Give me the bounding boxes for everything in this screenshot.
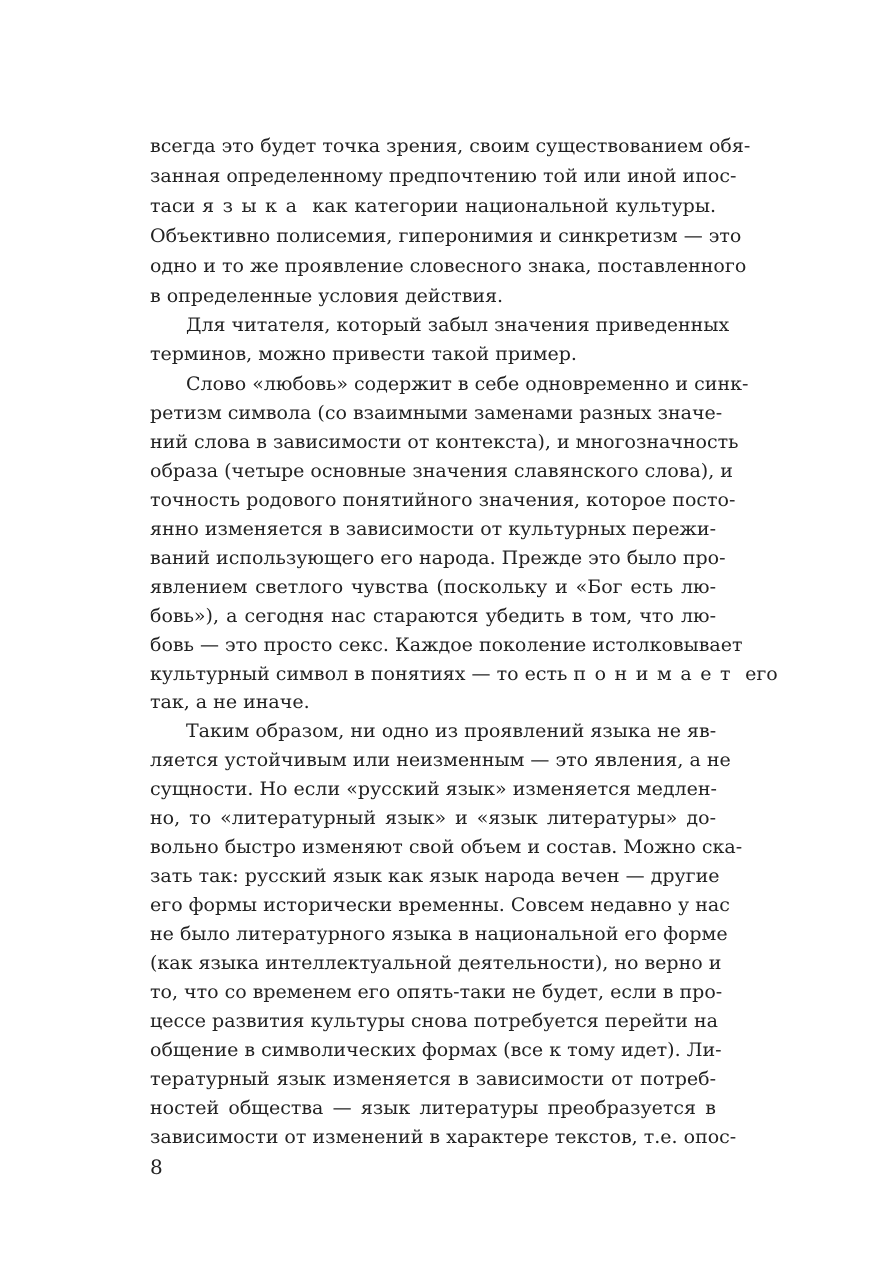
text-line: ваний использующего его народа. Прежде это было про-: [150, 547, 726, 569]
page-number: 8: [150, 1155, 163, 1179]
text-line: вольно быстро изменяют свой объем и состав. Можно ска-: [150, 836, 743, 858]
text-line: но, то «литературный язык» и «язык литературы» до-: [150, 807, 716, 829]
text-line: Для читателя, который забыл значения приведенных: [186, 314, 730, 336]
text-line: точность родового понятийного значения, которое посто-: [150, 489, 736, 511]
text-line: явлением светлого чувства (поскольку и «Бог есть лю-: [150, 576, 716, 598]
text-line: бовь»), а сегодня нас стараются убедить в том, что лю-: [150, 605, 716, 627]
text-line: зать так: русский язык как язык народа вечен — другие: [150, 865, 720, 887]
text-line: (как языка интеллектуальной деятельности), но верно и: [150, 952, 722, 974]
text-line: янно изменяется в зависимости от культурных пережи-: [150, 518, 716, 540]
emphasized-word: понимает: [573, 663, 740, 685]
text-line: ностей общества — язык литературы преобразуется в: [150, 1097, 716, 1119]
text-line: ретизм символа (со взаимными заменами разных значе-: [150, 402, 723, 424]
text-line: Таким образом, ни одно из проявлений языка не яв-: [186, 720, 717, 742]
text-line: Объективно полисемия, гиперонимия и синкретизм — это: [150, 225, 742, 247]
text-line: его формы исторически временны. Совсем недавно у нас: [150, 894, 730, 916]
text-line: образа (четыре основные значения славянского слова), и: [150, 460, 733, 482]
text-line: Слово «любовь» содержит в себе одновременно и синк-: [186, 373, 749, 395]
text-line: сущности. Но если «русский язык» изменяется медлен-: [150, 778, 717, 800]
text-line: одно и то же проявление словесного знака, поставленного: [150, 255, 747, 277]
text-line: то, что со временем его опять-таки не будет, если в про-: [150, 981, 723, 1003]
text-line: ний слова в зависимости от контекста), и многозначность: [150, 431, 739, 453]
text-line: культурный символ в понятиях — то есть понимает его: [150, 663, 778, 685]
text-line: ляется устойчивым или неизменным — это явления, а не: [150, 749, 731, 771]
text-line: цессе развития культуры снова потребуется перейти на: [150, 1010, 718, 1032]
text-line: занная определенному предпочтению той или иной ипос-: [150, 165, 737, 187]
text-line: таси языка как категории национальной культуры.: [150, 195, 717, 217]
text-line: так, а не иначе.: [150, 691, 310, 713]
text-line: общение в символических формах (все к тому идет). Ли-: [150, 1039, 722, 1061]
emphasized-word: языка: [202, 195, 306, 217]
text-line: тературный язык изменяется в зависимости от потреб-: [150, 1068, 716, 1090]
text-line: зависимости от изменений в характере текстов, т.е. опос-: [150, 1126, 737, 1148]
text-line: всегда это будет точка зрения, своим существованием обя-: [150, 135, 751, 157]
text-line: бовь — это просто секс. Каждое поколение истолковывает: [150, 634, 743, 656]
text-line: в определенные условия действия.: [150, 285, 504, 307]
text-line: не было литературного языка в национальной его форме: [150, 923, 728, 945]
text-line: терминов, можно привести такой пример.: [150, 343, 577, 365]
